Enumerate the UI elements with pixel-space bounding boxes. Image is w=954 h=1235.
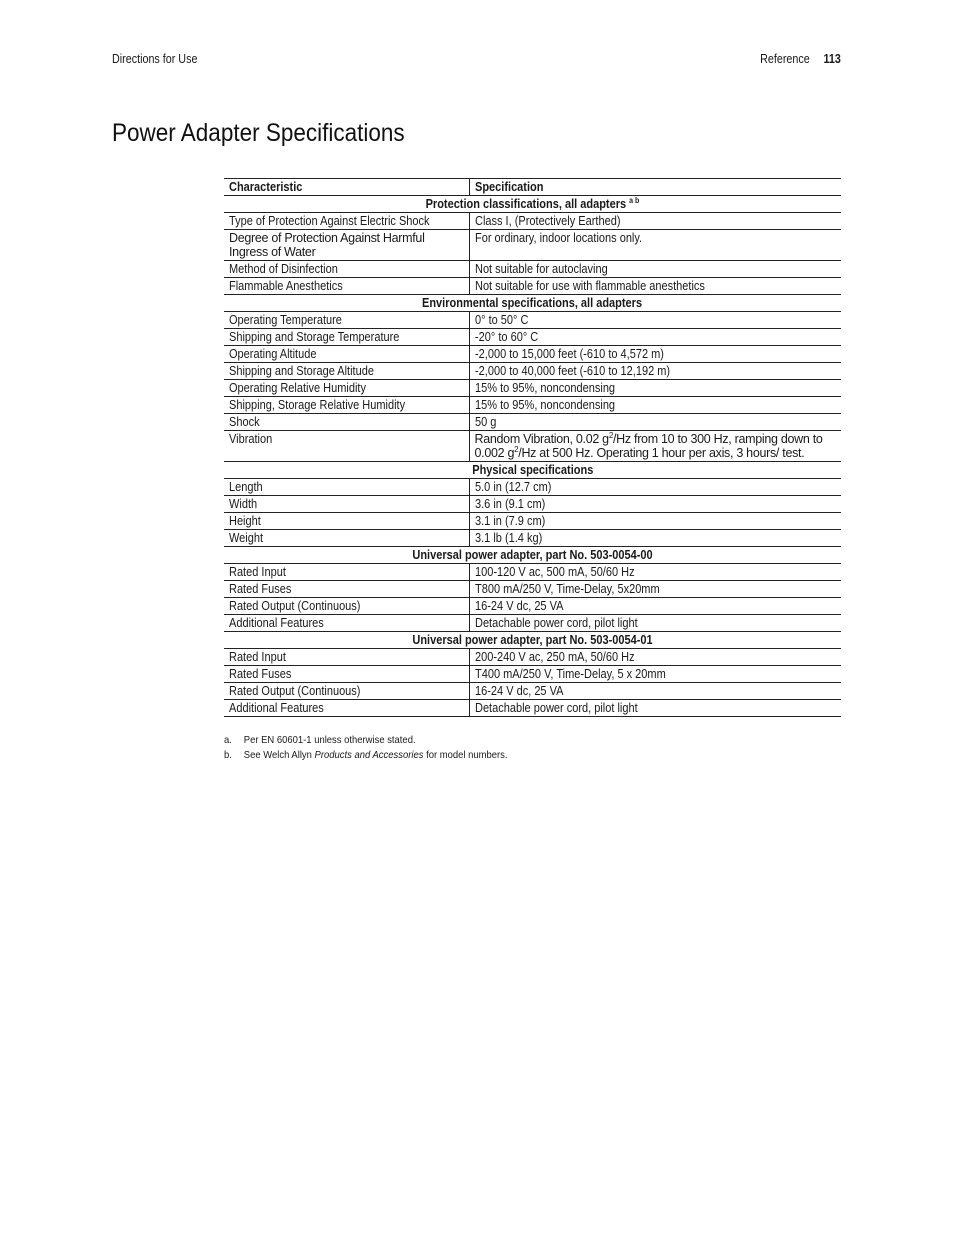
table-row bbox=[224, 581, 841, 598]
page-number: 113 bbox=[823, 52, 841, 66]
characteristic-text: Width bbox=[229, 497, 258, 511]
specification-cell bbox=[469, 649, 841, 666]
table-body bbox=[224, 196, 841, 717]
characteristic-cell bbox=[224, 581, 469, 598]
section-heading-row bbox=[224, 295, 841, 312]
characteristic-cell bbox=[224, 414, 469, 431]
section-heading bbox=[224, 632, 841, 649]
characteristic-cell bbox=[224, 530, 469, 547]
characteristic-cell bbox=[224, 615, 469, 632]
section-heading-row bbox=[224, 196, 841, 213]
characteristic-text: Height bbox=[229, 514, 261, 528]
table-row bbox=[224, 649, 841, 666]
specification-text: 0° to 50° C bbox=[474, 313, 528, 327]
characteristic-text: Shock bbox=[229, 415, 260, 429]
specification-text: 15% to 95%, noncondensing bbox=[474, 381, 615, 395]
characteristic-text: Weight bbox=[229, 531, 264, 545]
characteristic-text: Shipping and Storage Temperature bbox=[229, 330, 400, 344]
running-header-left: Directions for Use bbox=[112, 52, 198, 66]
specification-text: 16-24 V dc, 25 VA bbox=[474, 684, 563, 698]
footnote-reference: a b bbox=[629, 195, 640, 205]
specification-text: 3.6 in (9.1 cm) bbox=[474, 497, 545, 511]
table-row bbox=[224, 329, 841, 346]
table-row bbox=[224, 261, 841, 278]
table-row bbox=[224, 615, 841, 632]
specification-text: 5.0 in (12.7 cm) bbox=[474, 480, 551, 494]
specification-text: Detachable power cord, pilot light bbox=[474, 616, 638, 630]
specification-text-part: Random Vibration, 0.02 g bbox=[474, 432, 609, 446]
table-row bbox=[224, 530, 841, 547]
specification-text: 100-120 V ac, 500 mA, 50/60 Hz bbox=[474, 565, 635, 579]
table-row bbox=[224, 666, 841, 683]
table-row bbox=[224, 380, 841, 397]
specification-cell bbox=[469, 615, 841, 632]
table-row bbox=[224, 346, 841, 363]
specification-text bbox=[475, 432, 837, 460]
specification-cell bbox=[469, 479, 841, 496]
specification-text: -20° to 60° C bbox=[474, 330, 538, 344]
characteristic-text: Operating Relative Humidity bbox=[229, 381, 366, 395]
characteristic-cell bbox=[224, 230, 469, 261]
column-header-characteristic: Characteristic bbox=[224, 179, 469, 196]
table-row bbox=[224, 683, 841, 700]
characteristic-cell bbox=[224, 683, 469, 700]
section-title: Universal power adapter, part No. 503-0054-00 bbox=[412, 548, 653, 562]
specification-cell bbox=[469, 312, 841, 329]
column-header-specification: Specification bbox=[469, 179, 841, 196]
table-row bbox=[224, 479, 841, 496]
section-heading bbox=[224, 462, 841, 479]
characteristic-text: Shipping, Storage Relative Humidity bbox=[229, 398, 406, 412]
superscript: 2 bbox=[608, 430, 613, 440]
specification-cell bbox=[469, 261, 841, 278]
characteristic-cell bbox=[224, 312, 469, 329]
table-row bbox=[224, 700, 841, 717]
footnote-a-marker: a. bbox=[224, 734, 232, 746]
table-row bbox=[224, 213, 841, 230]
footnote-b-text-before: See Welch Allyn bbox=[243, 749, 315, 761]
specification-text: -2,000 to 15,000 feet (-610 to 4,572 m) bbox=[474, 347, 664, 361]
specification-text: Class I, (Protectively Earthed) bbox=[474, 214, 621, 228]
specification-cell bbox=[469, 666, 841, 683]
specification-text: Not suitable for use with flammable anesthetics bbox=[474, 279, 705, 293]
specification-cell bbox=[469, 329, 841, 346]
table-row bbox=[224, 598, 841, 615]
section-heading-row bbox=[224, 462, 841, 479]
section-heading-row bbox=[224, 547, 841, 564]
running-header-right bbox=[760, 52, 841, 66]
characteristic-text: Degree of Protection Against Harmful Ingress of Water bbox=[229, 231, 425, 259]
specification-text: 16-24 V dc, 25 VA bbox=[474, 599, 563, 613]
specification-cell bbox=[469, 564, 841, 581]
specification-text: 200-240 V ac, 250 mA, 50/60 Hz bbox=[474, 650, 635, 664]
specification-cell bbox=[469, 581, 841, 598]
footnote-a-text: Per EN 60601-1 unless otherwise stated. bbox=[243, 734, 416, 746]
characteristic-cell bbox=[224, 479, 469, 496]
specification-cell bbox=[469, 397, 841, 414]
specification-cell bbox=[469, 213, 841, 230]
characteristic-text: Operating Altitude bbox=[229, 347, 317, 361]
section-title: Protection classifications, all adapters bbox=[425, 197, 627, 211]
table-row bbox=[224, 363, 841, 380]
characteristic-cell bbox=[224, 649, 469, 666]
specifications-table bbox=[224, 178, 841, 717]
characteristic-text: Shipping and Storage Altitude bbox=[229, 364, 374, 378]
specification-cell bbox=[469, 346, 841, 363]
section-heading-text bbox=[426, 197, 640, 211]
characteristic-cell bbox=[224, 261, 469, 278]
characteristic-text: Rated Fuses bbox=[229, 667, 292, 681]
section-heading bbox=[224, 196, 841, 213]
characteristic-text: Rated Input bbox=[229, 565, 286, 579]
specification-text: 3.1 in (7.9 cm) bbox=[474, 514, 545, 528]
section-heading-text bbox=[412, 548, 652, 562]
characteristic-cell bbox=[224, 666, 469, 683]
specification-cell bbox=[469, 513, 841, 530]
characteristic-cell bbox=[224, 397, 469, 414]
specification-cell bbox=[469, 530, 841, 547]
characteristic-cell bbox=[224, 564, 469, 581]
specification-cell bbox=[469, 496, 841, 513]
characteristic-cell bbox=[224, 329, 469, 346]
table-header-row bbox=[224, 179, 841, 196]
section-heading-row bbox=[224, 632, 841, 649]
specification-cell bbox=[469, 431, 841, 462]
characteristic-text: Operating Temperature bbox=[229, 313, 342, 327]
footnote-b-marker: b. bbox=[224, 749, 232, 761]
specification-cell bbox=[469, 414, 841, 431]
specification-cell bbox=[469, 700, 841, 717]
superscript: 2 bbox=[514, 444, 519, 454]
characteristic-text: Rated Input bbox=[229, 650, 286, 664]
characteristic-cell bbox=[224, 700, 469, 717]
characteristic-cell bbox=[224, 278, 469, 295]
characteristic-cell bbox=[224, 496, 469, 513]
footnote-b bbox=[224, 748, 508, 763]
table-row bbox=[224, 278, 841, 295]
characteristic-text: Length bbox=[229, 480, 263, 494]
specification-text-part: /Hz from 10 to 300 Hz, ramping down to 0.002 g bbox=[474, 432, 823, 460]
table-row bbox=[224, 513, 841, 530]
characteristic-text: Additional Features bbox=[229, 701, 324, 715]
footnote-b-italic-title: Products and Accessories bbox=[314, 749, 424, 761]
characteristic-cell bbox=[224, 213, 469, 230]
footnote-b-text-after: for model numbers. bbox=[423, 749, 508, 761]
running-header-section: Reference bbox=[760, 52, 810, 66]
characteristic-text: Flammable Anesthetics bbox=[229, 279, 343, 293]
characteristic-text: Type of Protection Against Electric Shock bbox=[229, 214, 430, 228]
specification-cell bbox=[469, 683, 841, 700]
specification-cell bbox=[469, 278, 841, 295]
section-heading bbox=[224, 547, 841, 564]
section-heading-text bbox=[472, 463, 593, 477]
characteristic-text: Rated Output (Continuous) bbox=[229, 599, 361, 613]
specification-text: 15% to 95%, noncondensing bbox=[474, 398, 615, 412]
specification-text: T400 mA/250 V, Time-Delay, 5 x 20mm bbox=[474, 667, 666, 681]
specification-text-part: /Hz at 500 Hz. Operating 1 hour per axis, 3 hours/ test. bbox=[518, 446, 805, 460]
characteristic-cell bbox=[224, 363, 469, 380]
specification-cell bbox=[469, 598, 841, 615]
section-heading-text bbox=[422, 296, 642, 310]
characteristic-text: Rated Output (Continuous) bbox=[229, 684, 361, 698]
specification-cell bbox=[469, 230, 841, 261]
characteristic-text: Vibration bbox=[229, 432, 273, 446]
table-row bbox=[224, 496, 841, 513]
section-heading bbox=[224, 295, 841, 312]
table-row bbox=[224, 414, 841, 431]
characteristic-cell bbox=[224, 513, 469, 530]
table-row bbox=[224, 230, 841, 261]
table-row bbox=[224, 564, 841, 581]
specification-cell bbox=[469, 363, 841, 380]
specification-text: T800 mA/250 V, Time-Delay, 5x20mm bbox=[474, 582, 660, 596]
table-row bbox=[224, 312, 841, 329]
characteristic-cell bbox=[224, 431, 469, 462]
specification-text: -2,000 to 40,000 feet (-610 to 12,192 m) bbox=[474, 364, 670, 378]
section-title: Environmental specifications, all adapters bbox=[422, 296, 643, 310]
specification-text: 3.1 lb (1.4 kg) bbox=[474, 531, 542, 545]
specification-cell bbox=[469, 380, 841, 397]
characteristic-text: Rated Fuses bbox=[229, 582, 292, 596]
characteristic-cell bbox=[224, 598, 469, 615]
table-row bbox=[224, 431, 841, 462]
characteristic-text: Method of Disinfection bbox=[229, 262, 338, 276]
characteristic-cell bbox=[224, 380, 469, 397]
section-title: Universal power adapter, part No. 503-0054-01 bbox=[412, 633, 653, 647]
specification-text: For ordinary, indoor locations only. bbox=[474, 231, 642, 245]
page-title: Power Adapter Specifications bbox=[112, 119, 405, 147]
section-heading-text bbox=[412, 633, 652, 647]
footnotes bbox=[224, 733, 539, 763]
specification-text: Detachable power cord, pilot light bbox=[474, 701, 638, 715]
specification-text: Not suitable for autoclaving bbox=[474, 262, 608, 276]
footnote-a bbox=[224, 733, 508, 748]
specification-text: 50 g bbox=[474, 415, 496, 429]
characteristic-cell bbox=[224, 346, 469, 363]
table-row bbox=[224, 397, 841, 414]
characteristic-text: Additional Features bbox=[229, 616, 324, 630]
section-title: Physical specifications bbox=[471, 463, 594, 477]
